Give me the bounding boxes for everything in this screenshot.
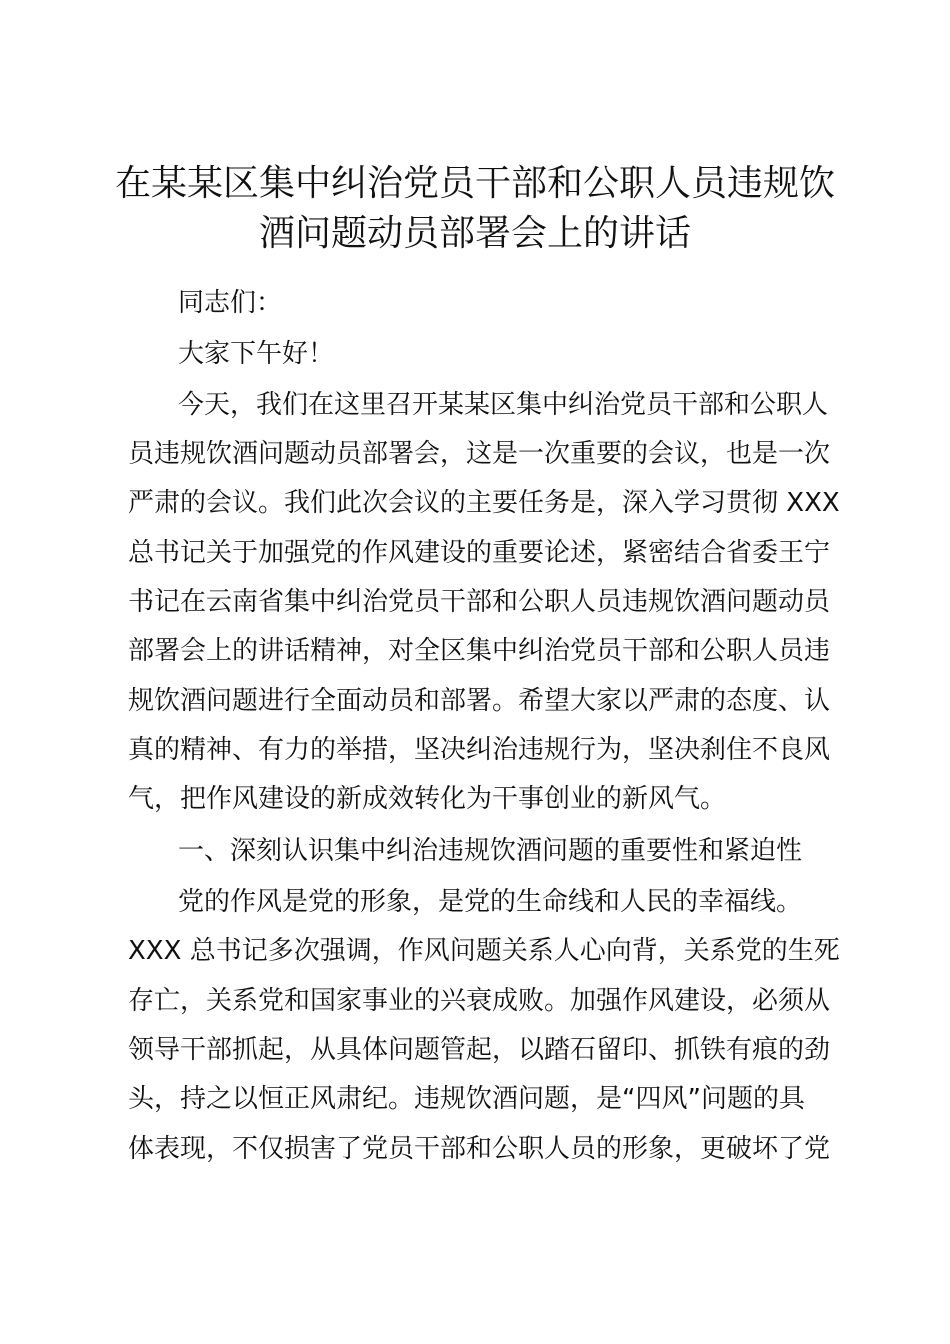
document-title-line-2: 酒问题动员部署会上的讲话 [258, 213, 691, 254]
paragraph-1-line: 严肃的会议。我们此次会议的主要任务是，深入学习贯彻 XXX [128, 488, 840, 518]
document-title-line-1: 在某某区集中纠治党员干部和公职人员违规饮 [114, 163, 835, 204]
salutation: 同志们： [178, 288, 283, 318]
section-1-heading: 一、深刻认识集中纠治违规饮酒问题的重要性和紧迫性 [178, 836, 803, 866]
paragraph-1-line: 真的精神、有力的举措，坚决纠治违规行为，坚决刹住不良风 [128, 735, 831, 765]
paragraph-2-line: 头，持之以恒正风肃纪。违规饮酒问题，是“四风”问题的具 [128, 1084, 805, 1114]
paragraph-2-line: 党的作风是党的形象，是党的生命线和人民的幸福线。 [178, 887, 803, 917]
paragraph-1-line: 气，把作风建设的新成效转化为干事创业的新风气。 [128, 784, 727, 814]
paragraph-1-line: 今天，我们在这里召开某某区集中纠治党员干部和公职人 [178, 390, 829, 420]
paragraph-2-line: 存亡，关系党和国家事业的兴衰成败。加强作风建设，必须从 [128, 986, 831, 1016]
greeting: 大家下午好！ [178, 339, 335, 369]
paragraph-2-line: 体表现，不仅损害了党员干部和公职人员的形象，更破坏了党 [128, 1134, 831, 1164]
paragraph-2-line: 领导干部抓起，从具体问题管起，以踏石留印、抓铁有痕的劲 [128, 1035, 831, 1065]
paragraph-1-line: 员违规饮酒问题动员部署会，这是一次重要的会议，也是一次 [128, 439, 831, 469]
paragraph-1-line: 总书记关于加强党的作风建设的重要论述，紧密结合省委王宁 [128, 538, 831, 568]
paragraph-2-line: XXX 总书记多次强调，作风问题关系人心向背，关系党的生死 [128, 936, 840, 966]
paragraph-1-line: 书记在云南省集中纠治党员干部和公职人员违规饮酒问题动员 [128, 587, 831, 617]
paragraph-1-line: 规饮酒问题进行全面动员和部署。希望大家以严肃的态度、认 [128, 686, 831, 716]
paragraph-1-line: 部署会上的讲话精神，对全区集中纠治党员干部和公职人员违 [128, 636, 831, 666]
